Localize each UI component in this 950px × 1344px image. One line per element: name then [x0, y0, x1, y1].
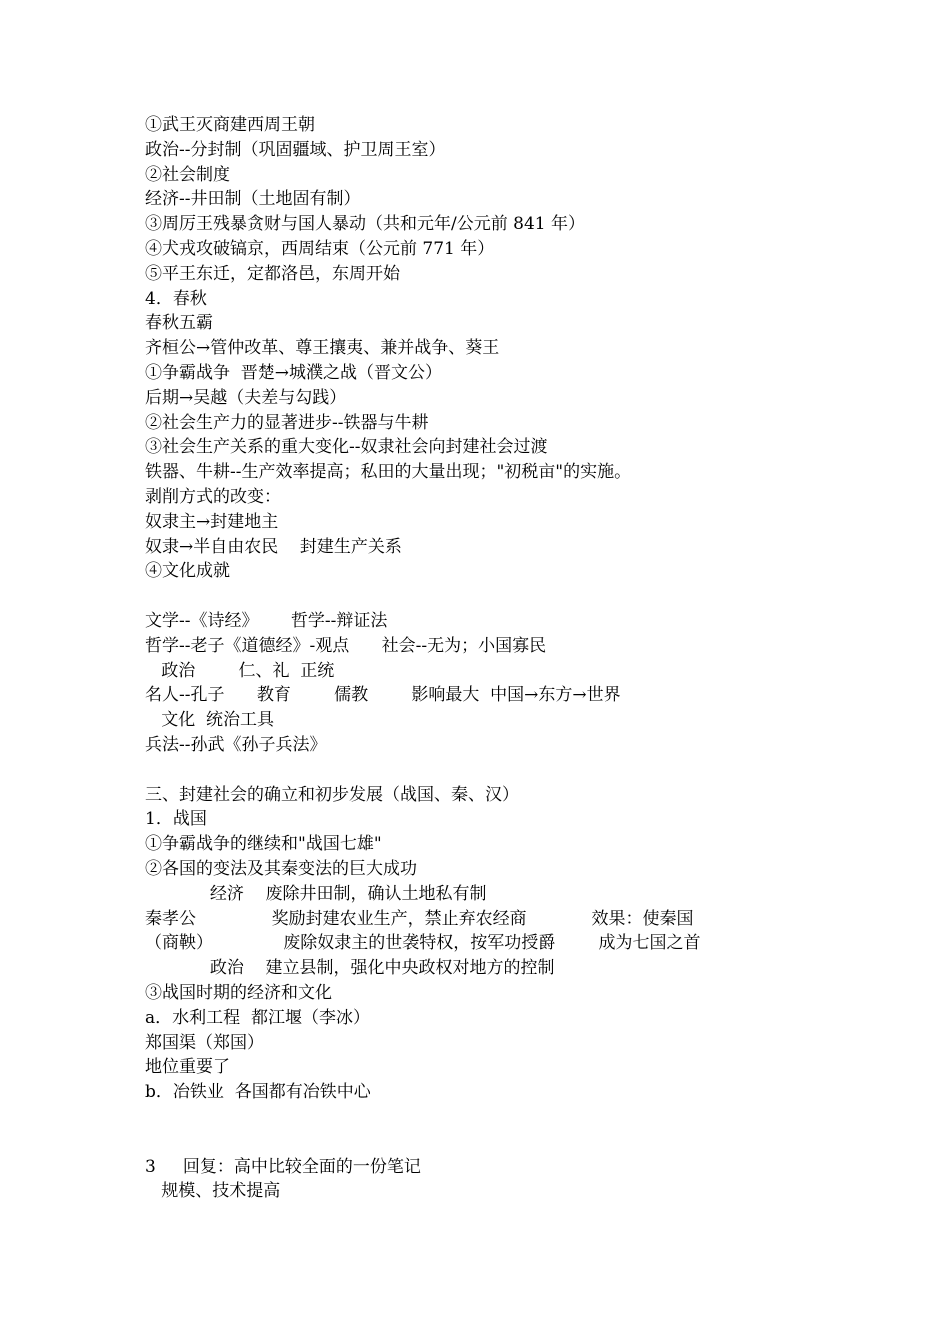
text-line: ①武王灭商建西周王朝 [145, 115, 315, 135]
text-line: 经济--井田制（土地固有制） [145, 189, 361, 210]
text-line: （商鞅） 废除奴隶主的世袭特权，按军功授爵 成为七国之首 [145, 933, 701, 954]
text-line: 兵法--孙武《孙子兵法》 [145, 735, 327, 755]
text-line: ②社会生产力的显著进步--铁器与牛耕 [145, 412, 429, 433]
section-heading: 三、封建社会的确立和初步发展（战国、秦、汉） [145, 784, 519, 805]
text-line: 哲学--老子《道德经》-观点 社会--无为；小国寡民 [145, 635, 547, 656]
text-line: 秦孝公 奖励封建农业生产，禁止弃农经商 效果：使秦国 [145, 908, 694, 929]
text-line: b．冶铁业 各国都有冶铁中心 [145, 1082, 371, 1103]
text-line: 政治 建立县制，强化中央政权对地方的控制 [145, 958, 555, 979]
text-line: a．水利工程 都江堰（李冰） [145, 1007, 370, 1028]
text-line: 地位重要了 [145, 1057, 230, 1078]
text-line: 铁器、牛耕--生产效率提高；私田的大量出现；"初税亩"的实施。 [145, 462, 632, 483]
text-line: 政治 仁、礼 正统 [145, 660, 335, 681]
text-line: ①争霸战争 晋楚→城濮之战（晋文公） [145, 363, 443, 383]
text-line: 郑国渠（郑国） [145, 1032, 264, 1053]
text-line: ③战国时期的经济和文化 [145, 983, 332, 1003]
text-line: ②各国的变法及其秦变法的巨大成功 [145, 859, 417, 879]
text-line: 文化 统治工具 [145, 710, 275, 731]
text-line: 1．战国 [145, 809, 207, 830]
text-line: 后期→吴越（夫差与勾践） [145, 387, 347, 408]
text-line: 3 回复：高中比较全面的一份笔记 [145, 1156, 421, 1177]
text-line: 4．春秋 [145, 288, 207, 309]
text-line: 名人--孔子 教育 儒教 影响最大 中国→东方→世界 [145, 685, 621, 706]
text-line: ①争霸战争的继续和"战国七雄" [145, 834, 382, 855]
text-line: 齐桓公→管仲改革、尊王攘夷、兼并战争、葵王 [145, 338, 500, 359]
text-line: ④犬戎攻破镐京，西周结束（公元前 771 年） [145, 239, 495, 259]
text-line: ②社会制度 [145, 164, 230, 185]
text-line: 文学--《诗经》 哲学--辩证法 [145, 611, 388, 631]
text-line: ③社会生产关系的重大变化--奴隶社会向封建社会过渡 [145, 437, 548, 458]
text-line: 政治--分封制（巩固疆域、护卫周王室） [145, 139, 446, 160]
text-line: 奴隶主→封建地主 [145, 511, 279, 532]
text-line: 规模、技术提高 [145, 1181, 281, 1202]
text-line: ③周厉王残暴贪财与国人暴动（共和元年/公元前 841 年） [145, 214, 585, 235]
text-line: ⑤平王东迁，定都洛邑，东周开始 [145, 263, 400, 284]
text-line: 剥削方式的改变： [145, 487, 281, 507]
text-line: ④文化成就 [145, 561, 230, 582]
text-line: 奴隶→半自由农民 封建生产关系 [145, 536, 402, 557]
text-line: 经济 废除井田制，确认土地私有制 [145, 883, 487, 904]
text-line: 春秋五霸 [145, 313, 213, 334]
